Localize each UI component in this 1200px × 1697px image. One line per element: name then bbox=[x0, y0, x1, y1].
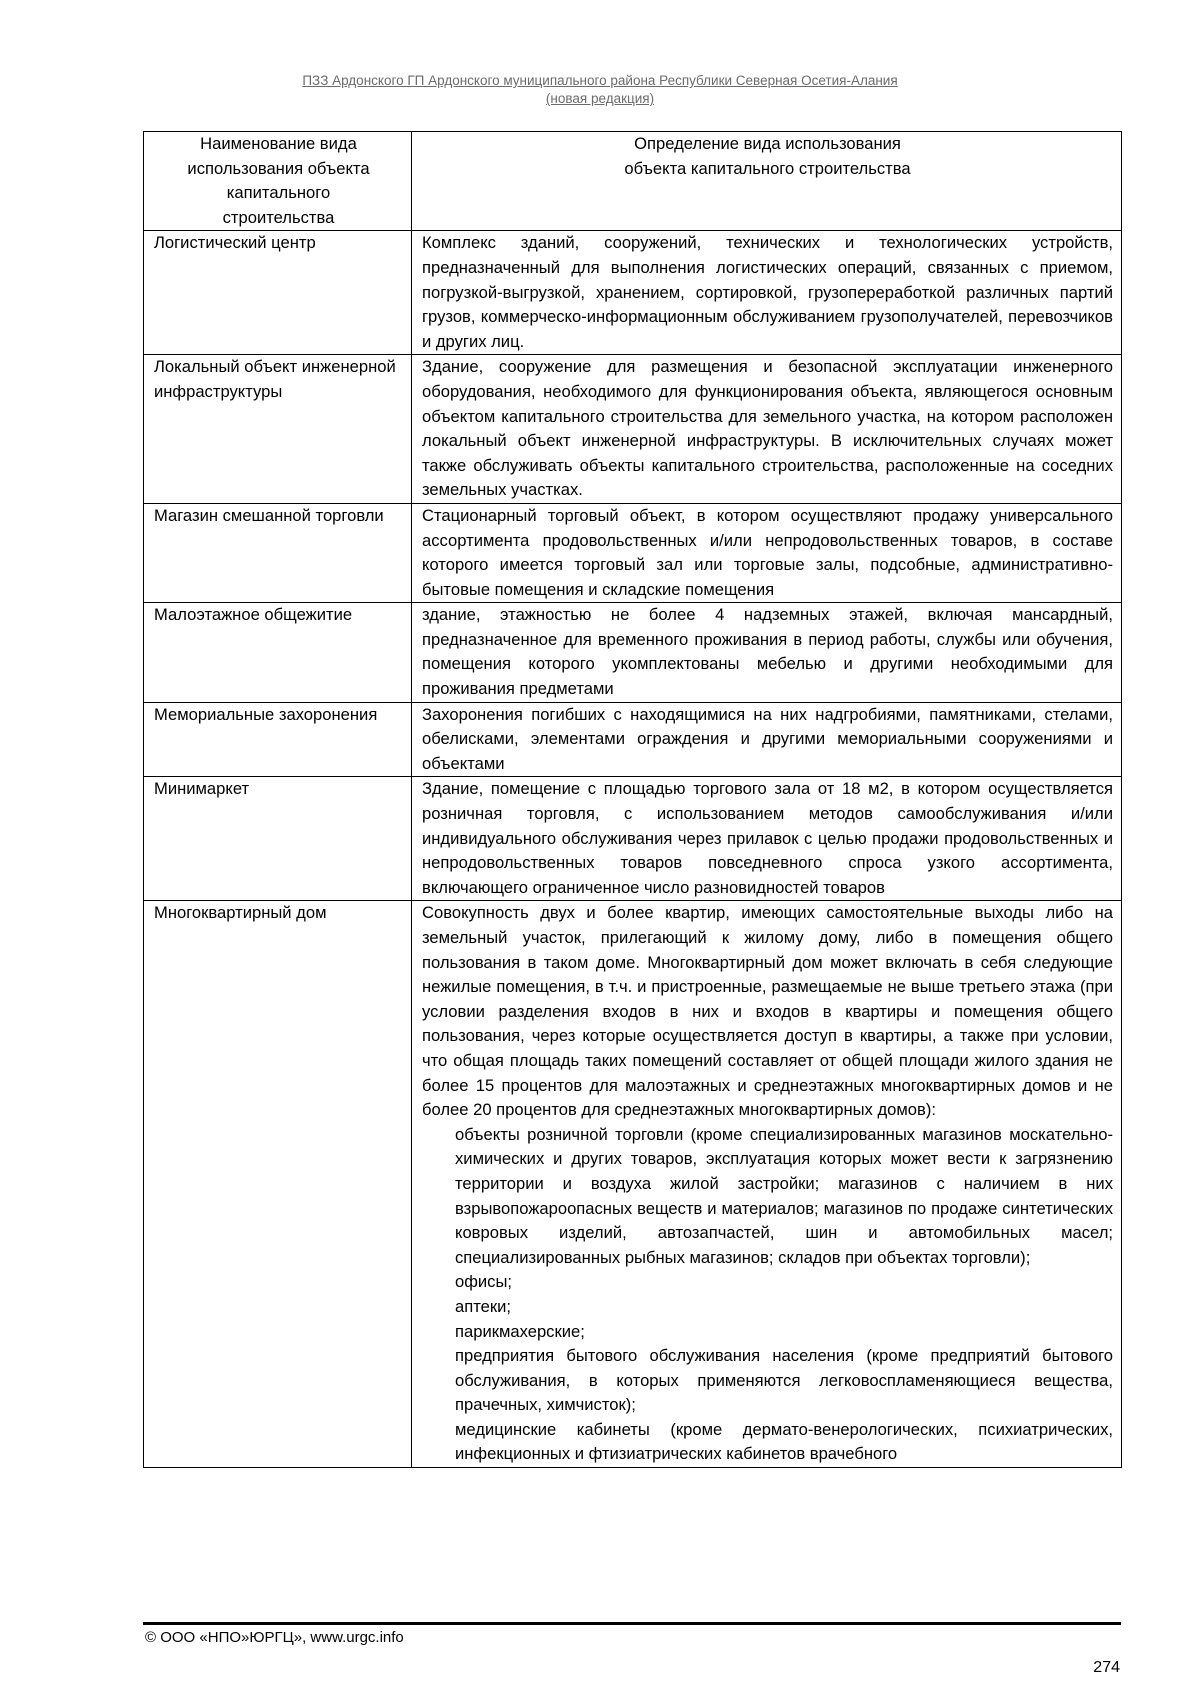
table-row bbox=[144, 901, 1122, 1468]
footer-copyright: © ООО «НПО»ЮРГЦ», www.urgc.info bbox=[145, 1629, 404, 1646]
table-row bbox=[144, 503, 1122, 602]
column-header-definition-line: Определение вида использования bbox=[634, 134, 901, 153]
column-header-definition-line: объекта капитального строительства bbox=[624, 158, 911, 178]
column-header-name bbox=[144, 132, 412, 231]
table-row bbox=[144, 355, 1122, 504]
use-type-name: Мемориальные захоронения bbox=[144, 702, 412, 777]
use-type-definition: Здание, сооружение для размещения и безопасной эксплуатации инженерного оборудования, необходимого для функционирования объекта, являющегося основным объектом капитального строительства для земельного участка, на котором расположен локальный объект инженерной инфраструктуры. В исключительных случаях может также обслуживать объекты капитального строительства, расположенные на соседних земельных участках. bbox=[412, 355, 1122, 504]
use-type-name: Минимаркет bbox=[144, 777, 412, 901]
use-type-name: Малоэтажное общежитие bbox=[144, 603, 412, 702]
definition-subitem: предприятия бытового обслуживания населения (кроме предприятий бытового обслуживания, в которых применяются легковоспламеняющиеся вещества, прачечных, химчисток); bbox=[455, 1346, 1113, 1415]
column-header-name-line: строительства bbox=[222, 207, 335, 227]
table-row bbox=[144, 777, 1122, 901]
page-header bbox=[0, 72, 1200, 108]
use-type-name: Логистический центр bbox=[144, 231, 412, 355]
column-header-name-line: Наименование вида bbox=[200, 134, 357, 153]
table-row bbox=[144, 702, 1122, 777]
table-row bbox=[144, 231, 1122, 355]
definition-subitem: медицинские кабинеты (кроме дермато-венерологических, психиатрических, инфекционных и фтизиатрических кабинетов врачебного bbox=[455, 1419, 1113, 1464]
page-number: 274 bbox=[1093, 1659, 1120, 1676]
land-use-definitions-table bbox=[143, 131, 1122, 1468]
use-type-name: Локальный объект инженерной инфраструктуры bbox=[144, 355, 412, 504]
definition-subitem: офисы; bbox=[455, 1272, 512, 1292]
use-type-definition: здание, этажностью не более 4 надземных этажей, включая мансардный, предназначенное для временного проживания в период работы, службы или обучения, помещения которого укомплектованы мебелью и другими необходимыми для проживания предметами bbox=[412, 603, 1122, 702]
header-line-2: (новая редакция) bbox=[545, 91, 655, 106]
footer-divider bbox=[143, 1622, 1121, 1625]
column-header-definition bbox=[412, 132, 1122, 231]
use-type-definition: Захоронения погибших с находящимися на них надгробиями, памятниками, стелами, обелисками, элементами ограждения и другими мемориальными сооружениями и объектами bbox=[412, 702, 1122, 777]
definition-subitem: аптеки; bbox=[455, 1296, 511, 1316]
definition-subitem: объекты розничной торговли (кроме специализированных магазинов москательно-химических и других товаров, эксплуатация которых может вести к загрязнению территории и воздуха жилой застройки; магазинов с наличием в них взрывопожароопасных веществ и материалов; магазинов по продаже синтетических ковровых изделий, автозапчастей, шин и автомобильных масел; специализированных рыбных магазинов; складов при объектах торговли); bbox=[455, 1124, 1113, 1267]
use-type-definition: Комплекс зданий, сооружений, технических и технологических устройств, предназначенный для выполнения логистических операций, связанных с приемом, погрузкой-выгрузкой, хранением, сортировкой, грузопереработкой различных партий грузов, коммерческо-информационным обслуживанием грузополучателей, перевозчиков и других лиц. bbox=[412, 231, 1122, 355]
table-row bbox=[144, 603, 1122, 702]
table-header-row bbox=[144, 132, 1122, 231]
column-header-name-line: капитального bbox=[226, 183, 331, 203]
definition-intro: Совокупность двух и более квартир, имеющих самостоятельные выходы либо на земельный участок, прилегающий к жилому дому, либо в помещения общего пользования в таком доме. Многоквартирный дом может включать в себя следующие нежилые помещения, в т.ч. и пристроенные, размещаемые не выше третьего этажа (при условии разделения входов в них и входов в квартиры и помещения общего пользования, через которые осуществляется доступ в квартиры, а также при условии, что общая площадь таких помещений составляет от общей площади жилого здания не более 15 процентов для малоэтажных и среднеэтажных многоквартирных домов и не более 20 процентов для среднеэтажных многоквартирных домов): bbox=[422, 903, 1113, 1120]
use-type-definition: Стационарный торговый объект, в котором осуществляют продажу универсального ассортимента продовольственных и/или непродовольственных товаров, в составе которого имеется торговый зал или торговые залы, подсобные, административно-бытовые помещения и складские помещения bbox=[412, 503, 1122, 602]
definition-subitem: парикмахерские; bbox=[455, 1321, 585, 1341]
header-line-1: ПЗЗ Ардонского ГП Ардонского муниципального района Республики Северная Осетия-Алания bbox=[302, 73, 898, 88]
column-header-name-line: использования объекта bbox=[187, 158, 370, 178]
use-type-name: Магазин смешанной торговли bbox=[144, 503, 412, 602]
use-type-name: Многоквартирный дом bbox=[144, 901, 412, 1468]
use-type-definition bbox=[412, 901, 1122, 1468]
use-type-definition: Здание, помещение с площадью торгового зала от 18 м2, в котором осуществляется розничная торговля, с использованием методов самообслуживания и/или индивидуального обслуживания через прилавок с целью продажи продовольственных и непродовольственных товаров повседневного спроса узкого ассортимента, включающего ограниченное число разновидностей товаров bbox=[412, 777, 1122, 901]
